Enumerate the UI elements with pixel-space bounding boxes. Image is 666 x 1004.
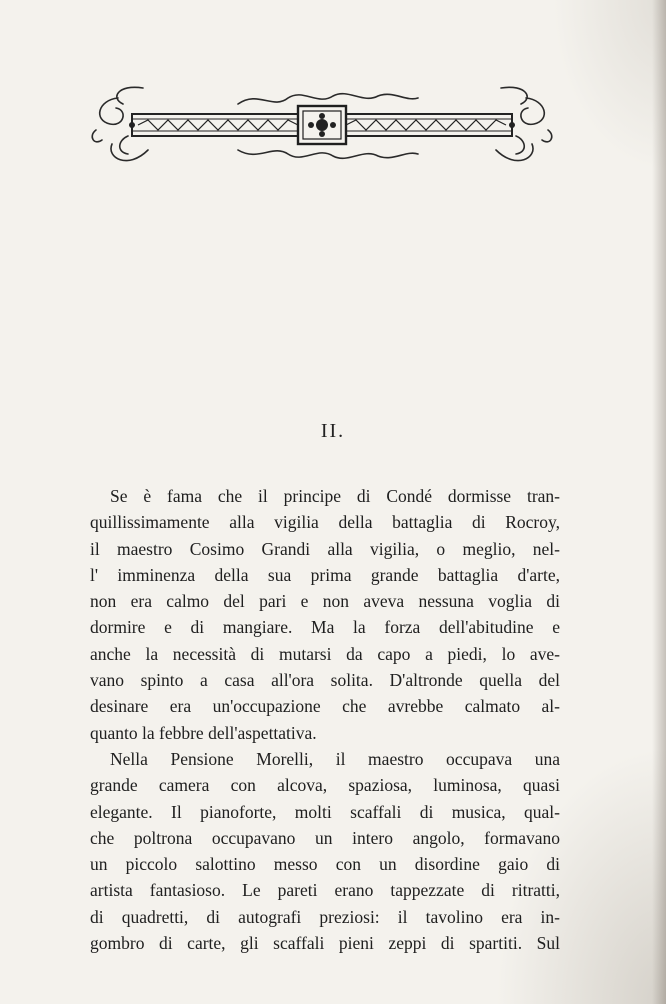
text-line: un piccolo salottino messo con un disordine gaio di <box>90 854 560 875</box>
text-line: Nella Pensione Morelli, il maestro occupava una <box>110 748 560 769</box>
text-line: Se è fama che il principe di Condé dormisse tran- <box>110 486 560 506</box>
body-text <box>90 483 560 956</box>
text-line: il maestro Cosimo Grandi alla vigilia, o meglio, nel- <box>90 538 560 559</box>
text-line: desinare era un'occupazione che avrebbe calmato al- <box>90 696 560 717</box>
text-line: vano spinto a casa all'ora solita. D'altronde quella del <box>90 670 560 691</box>
text-line: che poltrona occupavano un intero angolo, formavano <box>90 827 560 848</box>
text-line: artista fantasioso. Le pareti erano tappezzate di ritratti, <box>90 880 560 901</box>
page-edge-shadow <box>652 0 666 1004</box>
chapter-heading: II. <box>320 420 346 442</box>
text-line: anche la necessità di mutarsi da capo a piedi, lo ave- <box>90 643 560 664</box>
text-line: grande camera con alcova, spaziosa, luminosa, quasi <box>90 775 560 796</box>
text-line: elegante. Il pianoforte, molti scaffali di musica, qual- <box>90 801 560 822</box>
decorative-headpiece-ornament <box>88 80 556 172</box>
text-line: dormire e di mangiare. Ma la forza dell'abitudine e <box>90 617 560 638</box>
text-line: quanto la febbre dell'aspettativa. <box>90 722 317 743</box>
text-line: l' imminenza della sua prima grande battaglia d'arte, <box>90 564 560 585</box>
text-line: quillissimamente alla vigilia della battaglia di Rocroy, <box>90 512 560 533</box>
text-line: non era calmo del pari e non aveva nessuna voglia di <box>90 591 560 612</box>
text-line: di quadretti, di autografi preziosi: il tavolino era in- <box>90 906 560 927</box>
text-line: gombro di carte, gli scaffali pieni zeppi di spartiti. Sul <box>90 933 560 954</box>
